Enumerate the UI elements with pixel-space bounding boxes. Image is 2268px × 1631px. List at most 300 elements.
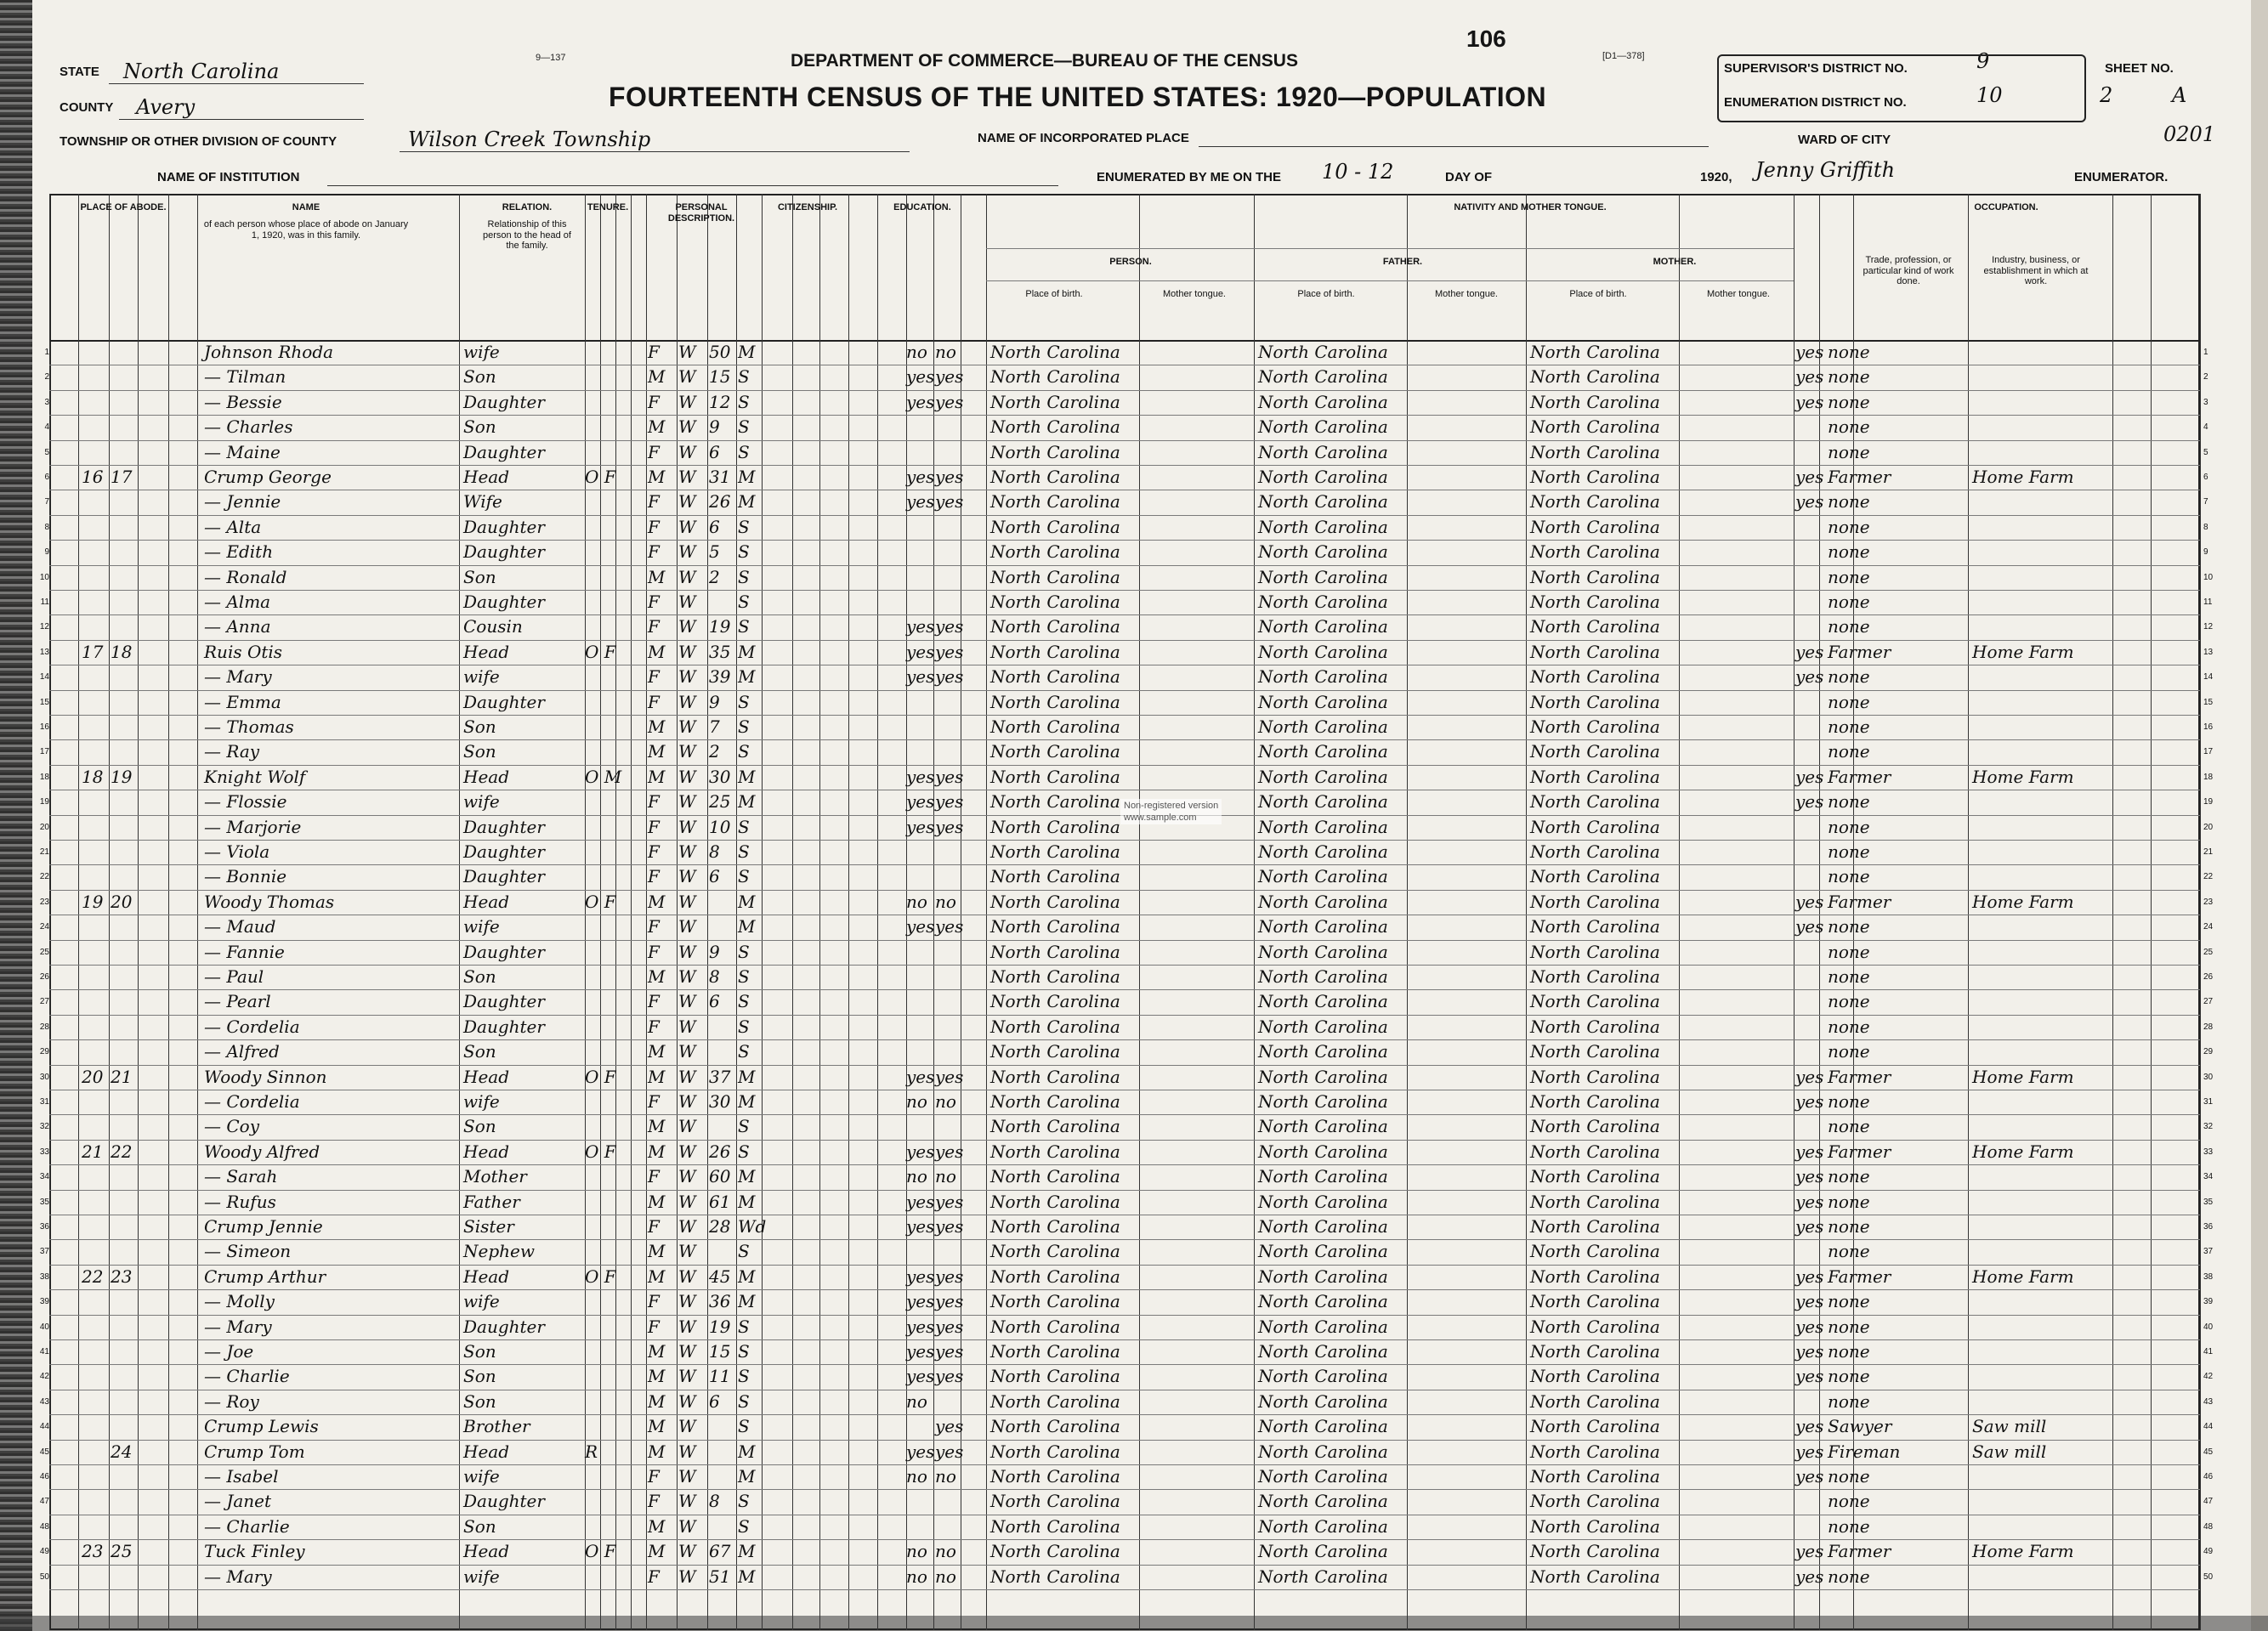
cell-race: W bbox=[678, 791, 696, 813]
cell-sex: M bbox=[648, 1116, 666, 1137]
cell-rel: Daughter bbox=[463, 991, 545, 1012]
cell-pob: North Carolina bbox=[990, 1041, 1120, 1062]
line-number-right: 1 bbox=[2203, 348, 2208, 357]
cell-write: yes bbox=[935, 1216, 964, 1237]
cell-occ: none bbox=[1828, 592, 1870, 612]
state-value: North Carolina bbox=[123, 59, 280, 83]
cell-sex: F bbox=[648, 841, 660, 862]
header-rule bbox=[986, 248, 1794, 249]
cell-race: W bbox=[678, 866, 696, 887]
enumerated-day: 10 - 12 bbox=[1322, 160, 1394, 184]
line-number-right: 31 bbox=[2203, 1097, 2214, 1107]
cell-sex: M bbox=[648, 416, 666, 438]
cell-age: 28 bbox=[709, 1216, 731, 1237]
cell-age: 30 bbox=[709, 1091, 731, 1112]
cell-rel: Daughter bbox=[463, 1016, 545, 1037]
cell-mar: M bbox=[738, 916, 756, 937]
cell-write: no bbox=[935, 1566, 956, 1587]
scan-edge-right bbox=[2251, 0, 2268, 1631]
cell-fam: 24 bbox=[111, 1441, 133, 1462]
cell-write: yes bbox=[935, 666, 964, 688]
cell-eng: yes bbox=[1795, 766, 1824, 787]
cell-race: W bbox=[678, 416, 696, 438]
cell-write: no bbox=[935, 1166, 956, 1187]
cell-occ: Farmer bbox=[1828, 641, 1891, 662]
cell-sex: M bbox=[648, 741, 666, 762]
cell-name: — Edith bbox=[204, 541, 274, 563]
cell-fpob: North Carolina bbox=[1258, 1341, 1388, 1362]
cell-sex: F bbox=[648, 1466, 660, 1487]
cell-mpob: North Carolina bbox=[1530, 1390, 1660, 1412]
cell-occ: none bbox=[1828, 441, 1870, 462]
cell-sex: M bbox=[648, 1366, 666, 1387]
line-number-right: 2 bbox=[2203, 372, 2208, 382]
cell-write: yes bbox=[935, 1316, 964, 1337]
line-number: 45 bbox=[39, 1447, 49, 1457]
enumerated-label: ENUMERATED BY ME ON THE bbox=[1097, 170, 1281, 184]
ward-value: 0201 bbox=[2163, 122, 2216, 146]
line-number: 49 bbox=[39, 1547, 49, 1557]
cell-mar: M bbox=[738, 791, 756, 813]
cell-rel: Daughter bbox=[463, 841, 545, 862]
cell-age: 6 bbox=[709, 1390, 720, 1412]
cell-mar: M bbox=[738, 891, 756, 912]
cell-write: yes bbox=[935, 766, 964, 787]
line-number: 18 bbox=[39, 772, 49, 782]
line-number: 16 bbox=[39, 722, 49, 732]
cell-rel: Nephew bbox=[463, 1241, 535, 1262]
cell-race: W bbox=[678, 1390, 696, 1412]
cell-eng: yes bbox=[1795, 1166, 1824, 1187]
cell-race: W bbox=[678, 841, 696, 862]
cell-mpob: North Carolina bbox=[1530, 1291, 1660, 1312]
cell-mpob: North Carolina bbox=[1530, 916, 1660, 937]
cell-read: yes bbox=[906, 1316, 935, 1337]
d-number: [D1—378] bbox=[1602, 51, 1645, 61]
cell-pob: North Carolina bbox=[990, 666, 1120, 688]
line-number-right: 22 bbox=[2203, 872, 2214, 882]
cell-fpob: North Carolina bbox=[1258, 1566, 1388, 1587]
line-number: 6 bbox=[44, 473, 49, 482]
cell-sex: M bbox=[648, 1341, 666, 1362]
cell-age: 39 bbox=[709, 666, 731, 688]
cell-eng: yes bbox=[1795, 1366, 1824, 1387]
col-occupation: OCCUPATION. bbox=[1974, 202, 2038, 212]
cell-age: 2 bbox=[709, 741, 720, 762]
cell-age: 5 bbox=[709, 541, 720, 563]
cell-mpob: North Carolina bbox=[1530, 816, 1660, 837]
cell-mar: S bbox=[738, 616, 750, 637]
cell-sex: F bbox=[648, 516, 660, 537]
line-number-right: 4 bbox=[2203, 422, 2208, 433]
cell-pob: North Carolina bbox=[990, 1266, 1120, 1287]
cell-age: 8 bbox=[709, 966, 720, 987]
line-number: 25 bbox=[39, 947, 49, 957]
cell-rel: Son bbox=[463, 416, 496, 438]
line-number: 50 bbox=[39, 1572, 49, 1582]
line-number-right: 15 bbox=[2203, 697, 2214, 707]
cell-fpob: North Carolina bbox=[1258, 1191, 1388, 1212]
line-number: 41 bbox=[39, 1347, 49, 1356]
cell-age: 26 bbox=[709, 491, 731, 513]
col-nativity: NATIVITY AND MOTHER TONGUE. bbox=[1454, 202, 1607, 212]
cell-fpob: North Carolina bbox=[1258, 391, 1388, 412]
cell-name: Woody Thomas bbox=[204, 891, 335, 912]
cell-name: — Roy bbox=[204, 1390, 259, 1412]
line-number: 33 bbox=[39, 1147, 49, 1157]
cell-fpob: North Carolina bbox=[1258, 816, 1388, 837]
line-number-right: 25 bbox=[2203, 947, 2214, 957]
cell-sex: F bbox=[648, 666, 660, 688]
cell-eng: yes bbox=[1795, 641, 1824, 662]
line-number: 35 bbox=[39, 1197, 49, 1207]
col-father: FATHER. bbox=[1382, 257, 1423, 267]
state-label: STATE bbox=[60, 65, 99, 79]
cell-race: W bbox=[678, 1066, 696, 1087]
cell-race: W bbox=[678, 1441, 696, 1462]
cell-pob: North Carolina bbox=[990, 592, 1120, 612]
line-number: 39 bbox=[39, 1297, 49, 1307]
col-tongue-mother: Mother tongue. bbox=[1707, 289, 1770, 299]
cell-read: yes bbox=[906, 1441, 935, 1462]
cell-occ: Farmer bbox=[1828, 1541, 1891, 1562]
cell-age: 9 bbox=[709, 416, 720, 438]
cell-rel: Daughter bbox=[463, 691, 545, 712]
cell-mpob: North Carolina bbox=[1530, 366, 1660, 388]
line-number-right: 20 bbox=[2203, 822, 2214, 832]
cell-name: — Jennie bbox=[204, 491, 281, 513]
cell-occ: none bbox=[1828, 966, 1870, 987]
cell-rel: Head bbox=[463, 1266, 510, 1287]
cell-occ: none bbox=[1828, 416, 1870, 438]
cell-mpob: North Carolina bbox=[1530, 616, 1660, 637]
cell-occ: Farmer bbox=[1828, 1141, 1891, 1162]
page-number: 106 bbox=[1466, 25, 1506, 52]
cell-fam: 22 bbox=[111, 1141, 133, 1162]
cell-fpob: North Carolina bbox=[1258, 467, 1388, 487]
cell-age: 35 bbox=[709, 641, 731, 662]
cell-mpob: North Carolina bbox=[1530, 1541, 1660, 1562]
cell-pob: North Carolina bbox=[990, 1390, 1120, 1412]
cell-mpob: North Carolina bbox=[1530, 516, 1660, 537]
line-number: 24 bbox=[39, 922, 49, 932]
cell-sex: F bbox=[648, 916, 660, 937]
line-number: 21 bbox=[39, 847, 49, 857]
cell-name: Crump Jennie bbox=[204, 1216, 323, 1237]
line-number-right: 33 bbox=[2203, 1147, 2214, 1157]
line-number-right: 24 bbox=[2203, 922, 2214, 932]
cell-dw: 18 bbox=[82, 766, 104, 787]
cell-name: Johnson Rhoda bbox=[204, 342, 334, 362]
cell-race: W bbox=[678, 691, 696, 712]
cell-mpob: North Carolina bbox=[1530, 1266, 1660, 1287]
cell-read: yes bbox=[906, 916, 935, 937]
line-number-right: 48 bbox=[2203, 1521, 2214, 1532]
col-trade: Trade, profession, or particular kind of work done. bbox=[1863, 255, 1954, 287]
cell-race: W bbox=[678, 716, 696, 737]
cell-mpob: North Carolina bbox=[1530, 391, 1660, 412]
cell-mpob: North Carolina bbox=[1530, 1016, 1660, 1037]
line-number: 47 bbox=[39, 1497, 49, 1507]
cell-sex: F bbox=[648, 616, 660, 637]
cell-mpob: North Carolina bbox=[1530, 441, 1660, 462]
cell-name: — Cordelia bbox=[204, 1016, 300, 1037]
cell-rel: Son bbox=[463, 1390, 496, 1412]
cell-rel: wife bbox=[463, 342, 500, 362]
cell-occ: none bbox=[1828, 1191, 1870, 1212]
cell-write: yes bbox=[935, 1291, 964, 1312]
cell-name: Ruis Otis bbox=[204, 641, 283, 662]
cell-name: Crump Arthur bbox=[204, 1266, 326, 1287]
cell-fpob: North Carolina bbox=[1258, 766, 1388, 787]
line-number: 13 bbox=[39, 647, 49, 657]
cell-occ: Farmer bbox=[1828, 891, 1891, 912]
cell-read: yes bbox=[906, 391, 935, 412]
cell-age: 6 bbox=[709, 991, 720, 1012]
line-number: 20 bbox=[39, 822, 49, 832]
cell-race: W bbox=[678, 467, 696, 487]
cell-rel: Son bbox=[463, 566, 496, 587]
cell-name: — Fannie bbox=[204, 941, 285, 962]
line-number: 17 bbox=[39, 747, 49, 757]
cell-read: no bbox=[906, 891, 927, 912]
cell-sex: M bbox=[648, 1441, 666, 1462]
cell-pob: North Carolina bbox=[990, 1216, 1120, 1237]
cell-pob: North Carolina bbox=[990, 616, 1120, 637]
cell-sex: F bbox=[648, 541, 660, 563]
cell-eng: yes bbox=[1795, 1566, 1824, 1587]
cell-ind: Home Farm bbox=[1972, 766, 2074, 787]
cell-sex: M bbox=[648, 891, 666, 912]
line-number: 40 bbox=[39, 1322, 49, 1332]
cell-ind: Home Farm bbox=[1972, 467, 2074, 487]
line-number-right: 45 bbox=[2203, 1447, 2214, 1457]
line-number-right: 12 bbox=[2203, 622, 2214, 632]
cell-occ: none bbox=[1828, 1291, 1870, 1312]
cell-age: 15 bbox=[709, 366, 731, 388]
cell-tenure: O F bbox=[585, 891, 616, 912]
cell-pob: North Carolina bbox=[990, 541, 1120, 563]
cell-pob: North Carolina bbox=[990, 1116, 1120, 1137]
cell-name: — Emma bbox=[204, 691, 281, 712]
line-number: 19 bbox=[39, 797, 49, 807]
cell-mar: S bbox=[738, 866, 750, 887]
cell-fam: 20 bbox=[111, 891, 133, 912]
cell-mar: S bbox=[738, 1416, 750, 1437]
cell-sex: F bbox=[648, 1016, 660, 1037]
cell-mar: M bbox=[738, 1291, 756, 1312]
cell-race: W bbox=[678, 1291, 696, 1312]
cell-mar: M bbox=[738, 342, 756, 362]
cell-mar: M bbox=[738, 467, 756, 487]
cell-mpob: North Carolina bbox=[1530, 891, 1660, 912]
cell-mar: M bbox=[738, 1466, 756, 1487]
line-number: 23 bbox=[39, 897, 49, 907]
col-relation: RELATION. bbox=[502, 202, 553, 212]
cell-sex: M bbox=[648, 1266, 666, 1287]
cell-pob: North Carolina bbox=[990, 1191, 1120, 1212]
cell-mar: S bbox=[738, 1515, 750, 1537]
cell-read: yes bbox=[906, 491, 935, 513]
cell-name: Knight Wolf bbox=[204, 766, 306, 787]
line-number-right: 36 bbox=[2203, 1222, 2214, 1232]
cell-read: no bbox=[906, 1566, 927, 1587]
line-number-right: 30 bbox=[2203, 1072, 2214, 1082]
township-label: TOWNSHIP OR OTHER DIVISION OF COUNTY bbox=[60, 134, 337, 149]
cell-sex: F bbox=[648, 1216, 660, 1237]
day-of-label: DAY OF bbox=[1445, 170, 1493, 184]
cell-eng: yes bbox=[1795, 891, 1824, 912]
cell-mpob: North Carolina bbox=[1530, 541, 1660, 563]
line-number-right: 40 bbox=[2203, 1322, 2214, 1332]
cell-mar: M bbox=[738, 491, 756, 513]
cell-mpob: North Carolina bbox=[1530, 641, 1660, 662]
cell-read: yes bbox=[906, 1366, 935, 1387]
cell-read: yes bbox=[906, 666, 935, 688]
cell-sex: F bbox=[648, 592, 660, 612]
cell-pob: North Carolina bbox=[990, 566, 1120, 587]
cell-mpob: North Carolina bbox=[1530, 966, 1660, 987]
line-number-right: 49 bbox=[2203, 1547, 2214, 1557]
cell-mar: S bbox=[738, 1116, 750, 1137]
cell-name: — Alta bbox=[204, 516, 262, 537]
line-number: 22 bbox=[39, 872, 49, 882]
line-number: 38 bbox=[39, 1271, 49, 1282]
cell-name: — Maud bbox=[204, 916, 276, 937]
incorporated-place-label: NAME OF INCORPORATED PLACE bbox=[978, 131, 1189, 145]
cell-eng: yes bbox=[1795, 1341, 1824, 1362]
cell-name: — Simeon bbox=[204, 1241, 292, 1262]
cell-write: yes bbox=[935, 1366, 964, 1387]
cell-age: 45 bbox=[709, 1266, 731, 1287]
department-heading: DEPARTMENT OF COMMERCE—BUREAU OF THE CENSUS bbox=[791, 51, 1298, 71]
cell-mar: Wd bbox=[738, 1216, 767, 1237]
line-number: 48 bbox=[39, 1521, 49, 1532]
cell-sex: M bbox=[648, 1191, 666, 1212]
cell-age: 9 bbox=[709, 941, 720, 962]
cell-pob: North Carolina bbox=[990, 1515, 1120, 1537]
cell-pob: North Carolina bbox=[990, 1241, 1120, 1262]
cell-age: 61 bbox=[709, 1191, 731, 1212]
cell-read: yes bbox=[906, 1266, 935, 1287]
cell-rel: Daughter bbox=[463, 592, 545, 612]
cell-rel: Son bbox=[463, 1515, 496, 1537]
cell-race: W bbox=[678, 616, 696, 637]
cell-race: W bbox=[678, 1466, 696, 1487]
cell-sex: F bbox=[648, 1316, 660, 1337]
cell-race: W bbox=[678, 1266, 696, 1287]
line-number-right: 10 bbox=[2203, 572, 2214, 582]
cell-rel: Sister bbox=[463, 1216, 514, 1237]
cell-name: — Coy bbox=[204, 1116, 259, 1137]
cell-race: W bbox=[678, 941, 696, 962]
cell-sex: F bbox=[648, 1091, 660, 1112]
cell-fpob: North Carolina bbox=[1258, 1141, 1388, 1162]
cell-name: — Charles bbox=[204, 416, 293, 438]
line-number-right: 21 bbox=[2203, 847, 2214, 857]
cell-read: yes bbox=[906, 1191, 935, 1212]
cell-rel: Wife bbox=[463, 491, 502, 513]
cell-fpob: North Carolina bbox=[1258, 516, 1388, 537]
cell-tenure: O F bbox=[585, 467, 616, 487]
col-name: NAME bbox=[292, 202, 320, 212]
cell-write: yes bbox=[935, 816, 964, 837]
cell-mar: S bbox=[738, 366, 750, 388]
cell-tenure: R bbox=[585, 1441, 598, 1462]
cell-mpob: North Carolina bbox=[1530, 766, 1660, 787]
cell-mar: M bbox=[738, 1091, 756, 1112]
cell-eng: yes bbox=[1795, 666, 1824, 688]
cell-fam: 23 bbox=[111, 1266, 133, 1287]
cell-age: 7 bbox=[709, 716, 720, 737]
col-name-desc: of each person whose place of abode on January 1, 1920, was in this family. bbox=[203, 219, 409, 241]
cell-sex: M bbox=[648, 966, 666, 987]
cell-rel: Father bbox=[463, 1191, 520, 1212]
cell-race: W bbox=[678, 1341, 696, 1362]
col-person: PERSON. bbox=[1109, 257, 1152, 267]
cell-sex: M bbox=[648, 1241, 666, 1262]
col-tongue-person: Mother tongue. bbox=[1163, 289, 1226, 299]
cell-fpob: North Carolina bbox=[1258, 1541, 1388, 1562]
cell-rel: Head bbox=[463, 1541, 510, 1562]
cell-pob: North Carolina bbox=[990, 841, 1120, 862]
cell-occ: none bbox=[1828, 566, 1870, 587]
cell-write: no bbox=[935, 342, 956, 362]
cell-write: yes bbox=[935, 1416, 964, 1437]
cell-name: Crump Lewis bbox=[204, 1416, 319, 1437]
cell-write: yes bbox=[935, 1141, 964, 1162]
cell-rel: Daughter bbox=[463, 516, 545, 537]
cell-ind: Home Farm bbox=[1972, 1066, 2074, 1087]
line-number-right: 16 bbox=[2203, 722, 2214, 732]
cell-eng: yes bbox=[1795, 491, 1824, 513]
cell-mpob: North Carolina bbox=[1530, 342, 1660, 362]
cell-name: — Molly bbox=[204, 1291, 275, 1312]
cell-age: 60 bbox=[709, 1166, 731, 1187]
cell-sex: M bbox=[648, 641, 666, 662]
line-number-right: 26 bbox=[2203, 972, 2214, 982]
cell-sex: F bbox=[648, 866, 660, 887]
cell-name: — Rufus bbox=[204, 1191, 276, 1212]
cell-occ: none bbox=[1828, 1341, 1870, 1362]
cell-rel: Head bbox=[463, 1441, 510, 1462]
cell-write: yes bbox=[935, 1066, 964, 1087]
cell-mpob: North Carolina bbox=[1530, 1441, 1660, 1462]
cell-race: W bbox=[678, 566, 696, 587]
line-number-right: 19 bbox=[2203, 797, 2214, 807]
cell-fpob: North Carolina bbox=[1258, 791, 1388, 813]
enumerator-name: Jenny Griffith bbox=[1755, 158, 1896, 182]
cell-dw: 19 bbox=[82, 891, 104, 912]
enumeration-label: ENUMERATION DISTRICT NO. bbox=[1724, 95, 1907, 110]
cell-mpob: North Carolina bbox=[1530, 1141, 1660, 1162]
cell-tenure: O M bbox=[585, 766, 622, 787]
cell-mpob: North Carolina bbox=[1530, 1041, 1660, 1062]
cell-mpob: North Carolina bbox=[1530, 1241, 1660, 1262]
cell-read: yes bbox=[906, 1141, 935, 1162]
cell-rel: wife bbox=[463, 666, 500, 688]
cell-sex: F bbox=[648, 941, 660, 962]
cell-eng: yes bbox=[1795, 1441, 1824, 1462]
cell-pob: North Carolina bbox=[990, 966, 1120, 987]
line-number-right: 17 bbox=[2203, 747, 2214, 757]
cell-pob: North Carolina bbox=[990, 741, 1120, 762]
cell-fpob: North Carolina bbox=[1258, 691, 1388, 712]
cell-mar: M bbox=[738, 1191, 756, 1212]
line-number-right: 47 bbox=[2203, 1497, 2214, 1507]
cell-fam: 18 bbox=[111, 641, 133, 662]
cell-occ: none bbox=[1828, 666, 1870, 688]
